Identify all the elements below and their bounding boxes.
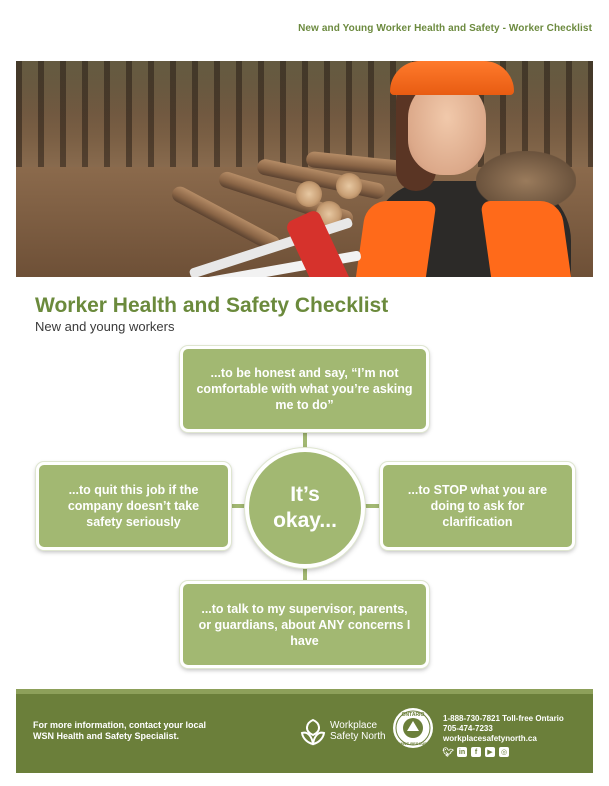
footer-info-line1: For more information, contact your local <box>33 720 207 730</box>
seal-top-text: ONTARIO <box>401 712 425 718</box>
statement-left-text: ...to quit this job if the company doesn’t take safety seriously <box>67 483 200 529</box>
mine-rescue-seal-icon <box>392 707 434 749</box>
statement-top-text: ...to be honest and say, “I’m not comfortable with what you’re asking me to do” <box>196 366 413 412</box>
wsn-leaf-icon <box>298 717 328 747</box>
footer-info <box>33 720 263 742</box>
wsn-name <box>330 720 386 742</box>
social-icons <box>443 747 509 757</box>
footer <box>16 689 593 773</box>
statement-box-bottom <box>180 581 429 668</box>
statement-box-right <box>380 462 575 550</box>
wsn-name-line1: Workplace <box>330 720 378 731</box>
statement-bottom-text: ...to talk to my supervisor, parents, or guardians, about ANY concerns I have <box>198 601 411 648</box>
page-title: Worker Health and Safety Checklist <box>35 294 389 317</box>
footer-info-line2: WSN Health and Safety Specialist. <box>33 731 180 741</box>
statement-box-left <box>36 462 231 550</box>
statement-box-top <box>180 346 429 432</box>
instagram-icon[interactable]: ◎ <box>500 749 508 756</box>
center-text-line2: okay... <box>273 509 337 532</box>
page-subtitle: New and young workers <box>35 319 175 334</box>
twitter-icon[interactable]: 🐦︎ <box>442 746 454 757</box>
statement-right-text: ...to STOP what you are doing to ask for clarification <box>407 483 548 529</box>
wsn-logo <box>298 711 398 751</box>
document-header: New and Young Worker Health and Safety - Worker Checklist <box>298 23 592 34</box>
contact-info <box>443 714 564 744</box>
youtube-icon[interactable]: ▶ <box>485 747 495 757</box>
website-link[interactable]: workplacesafetynorth.ca <box>443 734 537 743</box>
center-circle <box>245 448 365 568</box>
phone-tollfree: 1-888-730-7821 Toll-free Ontario <box>443 714 564 723</box>
wsn-name-line2: Safety North <box>330 731 386 742</box>
seal-bottom-text: MINE RESCUE <box>399 741 427 746</box>
linkedin-icon[interactable]: in <box>458 748 466 756</box>
phone-local: 705-474-7233 <box>443 724 493 733</box>
facebook-icon[interactable]: f <box>471 747 481 757</box>
center-text-line1: It’s <box>290 483 320 506</box>
